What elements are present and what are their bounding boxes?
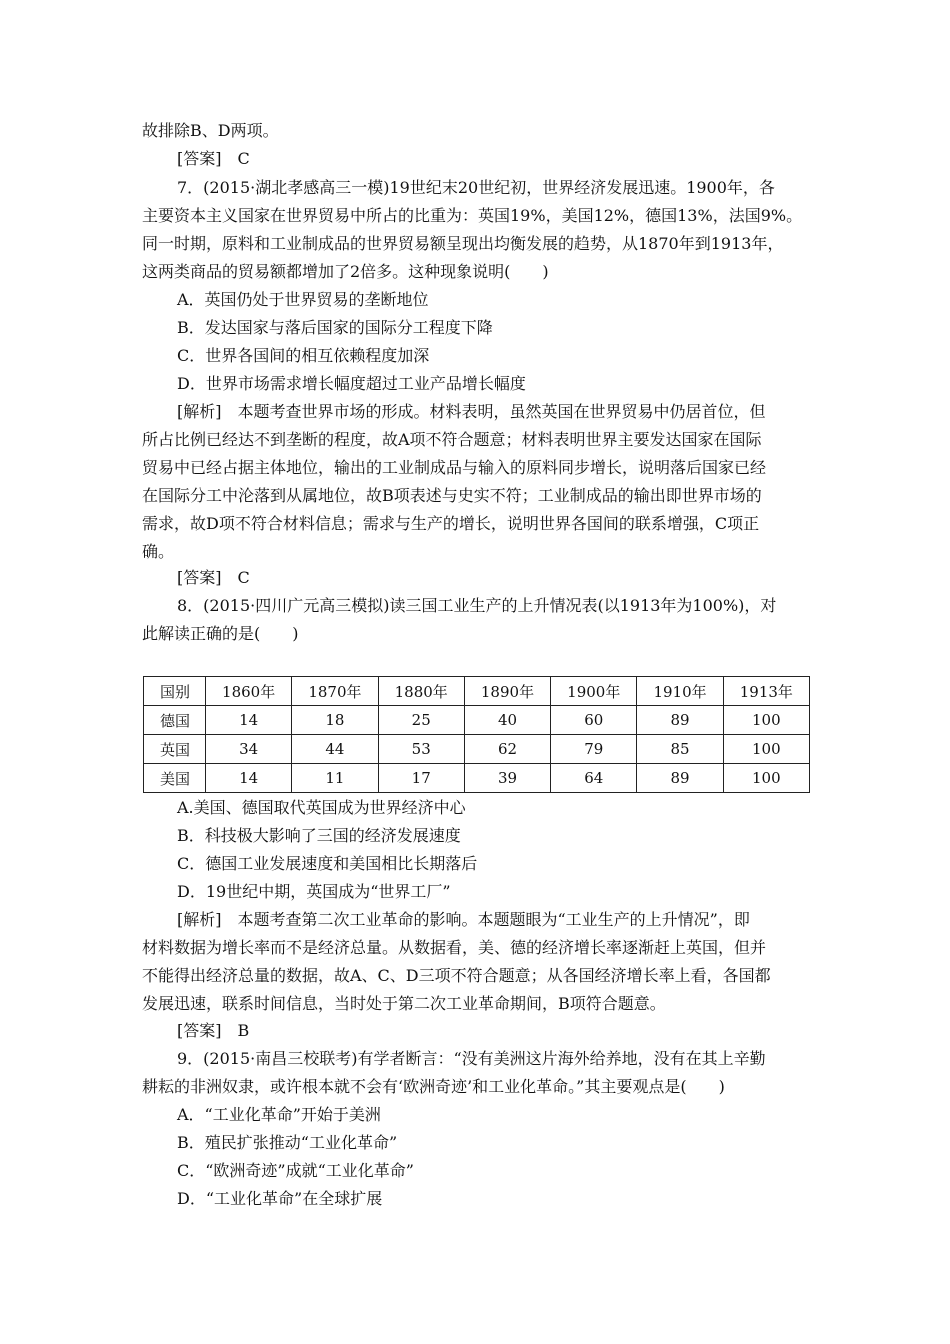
table-cell: 89 [637, 764, 723, 793]
option-a: A．“工业化革命”开始于美洲 [177, 1105, 381, 1124]
option-b: B．发达国家与落后国家的国际分工程度下降 [177, 318, 493, 337]
table-cell: 英国 [144, 735, 206, 764]
question-9-line: 耕耘的非洲奴隶，或许根本就不会有‘欧洲奇迹’和工业化革命。”其主要观点是( ) [142, 1077, 725, 1096]
option-a: A．英国仍处于世界贸易的垄断地位 [177, 290, 429, 309]
table-cell: 100 [723, 735, 809, 764]
table-header-cell: 1913年 [723, 677, 809, 706]
table-cell: 100 [723, 764, 809, 793]
table-header-cell: 国别 [144, 677, 206, 706]
question-7-line: 7．(2015·湖北孝感高三一模)19世纪末20世纪初，世界经济发展迅速。1900年，各 [177, 178, 775, 197]
question-9-line: 9．(2015·南昌三校联考)有学者断言：“没有美洲这片海外给养地，没有在其上辛勤 [177, 1049, 766, 1068]
table-cell: 89 [637, 706, 723, 735]
question-7-line: 这两类商品的贸易额都增加了2倍多。这种现象说明( ) [142, 262, 549, 281]
table-cell: 34 [206, 735, 292, 764]
analysis-line: 不能得出经济总量的数据，故A、C、D三项不符合题意；从各国经济增长率上看，各国都 [142, 966, 771, 985]
table-cell: 40 [464, 706, 550, 735]
table-cell: 25 [378, 706, 464, 735]
question-7-line: 同一时期，原料和工业制成品的世界贸易额呈现出均衡发展的趋势，从1870年到1913年， [142, 234, 784, 253]
analysis-line: 在国际分工中沦落到从属地位，故B项表述与史实不符；工业制成品的输出即世界市场的 [142, 486, 762, 505]
analysis-line: 材料数据为增长率而不是经济总量。从数据看，美、德的经济增长率逐渐赶上英国，但并 [142, 938, 767, 957]
analysis-line: 确。 [142, 542, 175, 561]
table-cell: 64 [551, 764, 637, 793]
analysis-line: 贸易中已经占据主体地位，输出的工业制成品与输入的原料同步增长，说明落后国家已经 [142, 458, 767, 477]
table-cell: 美国 [144, 764, 206, 793]
table-cell: 85 [637, 735, 723, 764]
question-8-line: 此解读正确的是( ) [142, 624, 299, 643]
question-7-line: 主要资本主义国家在世界贸易中所占的比重为：英国19%，美国12%，德国13%，法国9%。 [142, 206, 803, 225]
table-row [144, 735, 810, 764]
table-header-cell: 1880年 [378, 677, 464, 706]
analysis-line: 所占比例已经达不到垄断的程度，故A项不符合题意；材料表明世界主要发达国家在国际 [142, 430, 762, 449]
option-c: C．“欧洲奇迹”成就“工业化革命” [177, 1161, 414, 1180]
table-header-cell: 1860年 [206, 677, 292, 706]
analysis-line: [解析] 本题考查第二次工业革命的影响。本题题眼为“工业生产的上升情况”，即 [177, 910, 750, 929]
table-cell: 18 [292, 706, 378, 735]
industrial-growth-table [143, 676, 810, 793]
table-cell: 60 [551, 706, 637, 735]
table-row [144, 706, 810, 735]
table-header-cell: 1910年 [637, 677, 723, 706]
table-cell: 79 [551, 735, 637, 764]
table-cell: 14 [206, 706, 292, 735]
table-cell: 53 [378, 735, 464, 764]
table-cell: 11 [292, 764, 378, 793]
option-c: C．世界各国间的相互依赖程度加深 [177, 346, 430, 365]
table-cell: 39 [464, 764, 550, 793]
analysis-line: 发展迅速，联系时间信息，当时处于第二次工业革命期间，B项符合题意。 [142, 994, 666, 1013]
option-a: A.美国、德国取代英国成为世界经济中心 [177, 798, 466, 817]
option-d: D．“工业化革命”在全球扩展 [177, 1189, 383, 1208]
table-header-cell: 1890年 [464, 677, 550, 706]
analysis-line: 需求，故D项不符合材料信息；需求与生产的增长，说明世界各国间的联系增强，C项正 [142, 514, 760, 533]
table-header-cell: 1900年 [551, 677, 637, 706]
table-header-cell: 1870年 [292, 677, 378, 706]
table-cell: 100 [723, 706, 809, 735]
question-8-line: 8．(2015·四川广元高三模拟)读三国工业生产的上升情况表(以1913年为100%)，对 [177, 596, 777, 615]
option-d: D．世界市场需求增长幅度超过工业产品增长幅度 [177, 374, 526, 393]
option-c: C．德国工业发展速度和美国相比长期落后 [177, 854, 478, 873]
table-cell: 德国 [144, 706, 206, 735]
option-d: D．19世纪中期，英国成为“世界工厂” [177, 882, 451, 901]
table-row [144, 764, 810, 793]
table-cell: 17 [378, 764, 464, 793]
table-header-row [144, 677, 810, 706]
answer-label: [答案] B [177, 1021, 250, 1040]
table-cell: 62 [464, 735, 550, 764]
table-cell: 44 [292, 735, 378, 764]
option-b: B．殖民扩张推动“工业化革命” [177, 1133, 398, 1152]
option-b: B．科技极大影响了三国的经济发展速度 [177, 826, 461, 845]
analysis-line: [解析] 本题考查世界市场的形成。材料表明，虽然英国在世界贸易中仍居首位，但 [177, 402, 766, 421]
text-line: 故排除B、D两项。 [142, 121, 279, 140]
answer-label: [答案] C [177, 149, 250, 168]
table-cell: 14 [206, 764, 292, 793]
answer-label: [答案] C [177, 568, 250, 587]
